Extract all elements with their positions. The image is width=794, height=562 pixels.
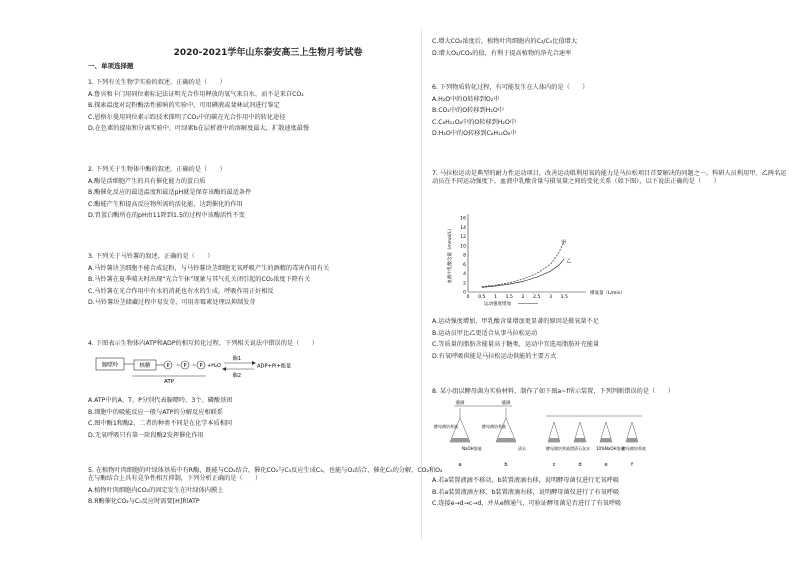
option-b: B.若a装置液滴左移，b装置液滴右移，说明酵母菌仅进行了有氧呼吸 <box>432 488 620 496</box>
y-tick-label: 16 <box>460 216 466 222</box>
x-tick-label: 3.5 <box>560 295 568 300</box>
x-axis-label: 摄氧量（L/min） <box>590 291 626 296</box>
option-b: B.探索温度对淀粉酶活性影响的实验中，可用碘液或斐林试剂进行鉴定 <box>88 102 280 110</box>
question-4-options <box>88 397 448 443</box>
y-tick-label: 12 <box>460 235 466 240</box>
letter-f: f <box>631 462 633 468</box>
option-c: C.C₆H₁₂O₆中的O转移到H₂O中 <box>432 118 517 126</box>
flask-label: NaOH溶液 <box>462 446 482 451</box>
option-b: B.CO₂中的O转移到H₂O中 <box>432 107 504 115</box>
flask-label: 澄清石灰水 <box>570 446 590 451</box>
letter-e: e <box>604 462 608 468</box>
question-6 <box>432 84 792 142</box>
enzyme1-label: 酶1 <box>232 356 242 362</box>
x-tick-label: 2 <box>521 295 525 300</box>
question-3 <box>88 253 448 311</box>
water-label: +H₂O <box>207 363 221 369</box>
x-tick-label: 2.5 <box>533 295 541 300</box>
flask-label: 酵母菌培养液 <box>434 424 458 429</box>
series-line-2 <box>482 259 565 288</box>
lactate-oxygen-chart <box>442 212 626 312</box>
flask-label: 清水 <box>518 446 526 451</box>
question-stem: 7. 马拉松运动是典型的耐力性运动项目，改善运动肌利用氧的能力是马拉松项目首要解决的问题之一。科研人员利用甲、乙两名运动员在不同运动强度下，血液中乳酸含量与摄氧量之间的变化关系（如下图），以下说法正确的是（ ） <box>432 170 787 186</box>
x-tick-label: 0.5 <box>478 295 486 300</box>
product-label: ADP+Pi+能量 <box>257 363 292 370</box>
y-tick-label: 0 <box>463 290 466 296</box>
flask-label: 酵母菌培养液 <box>482 424 506 429</box>
enzyme2-label: 酶2 <box>232 373 242 379</box>
option-b: B.运动员甲比乙更适合从事马拉松运动 <box>432 329 538 337</box>
x-tick-label: 0 <box>466 295 470 300</box>
option-d: D.马铃薯块茎储藏过程中易发芽，可用赤霉素处理以抑制发芽 <box>88 299 256 307</box>
option-a: A.运动强度增加，甲乳酸含量增加更显著的原因是摄氧量不足 <box>432 318 599 325</box>
phosphate-label: P <box>166 363 170 369</box>
option-d: D.无氧呼吸只有第一阶段酶2发挥催化作用 <box>88 431 204 439</box>
x-tick-label: 1.5 <box>505 295 513 300</box>
option-a: A.H₂O中的O转移到O₂中 <box>432 95 500 103</box>
option-d: D.有氧呼吸供能是马拉松运动供能的主要方式 <box>432 352 557 360</box>
option-c: C.图中酶1和酶2，二者的种类不同是在化学本质相同 <box>88 420 233 428</box>
option-a: A.酶是活细胞产生的具有催化能力的蛋白质 <box>88 177 206 185</box>
option-c: C.增大CO₂浓度后，植物叶肉细胞内的C₃/C₅比值增大 <box>432 38 578 45</box>
option-b: B.马铃薯在夏季晴天时出现“光合午休”现象与其气孔关闭引起的CO₂浓度下降有关 <box>88 276 311 284</box>
question-4 <box>88 340 448 352</box>
flask-label: 酵母菌培养液 <box>546 446 570 451</box>
flask-liquids <box>450 438 638 442</box>
option-b: B.细胞中的吸能反应一般与ATP的分解反应相联系 <box>88 408 224 416</box>
question-stem: 3. 下列关于马铃薯的叙述，正确的是（ ） <box>88 253 214 260</box>
flask-label: 10%NaOH溶液 <box>596 446 625 451</box>
y-tick-label: 14 <box>460 225 466 231</box>
question-stem: 6. 下列物质转化过程，有可能发生在人体内的是（ ） <box>432 84 589 91</box>
droplet-label-a: 液滴 <box>455 401 465 406</box>
question-stem: 8. 某小组以酵母菌为实验材料，制作了如下图a~f所示装置，下列判断错误的是（ ） <box>432 388 674 395</box>
question-2 <box>88 166 448 224</box>
option-b: B.酶催化反应的最适温度和最适pH就是保存该酶的最适条件 <box>88 189 252 197</box>
option-a: A.植物叶肉细胞内CO₂的固定发生在叶绿体内膜上 <box>88 486 224 494</box>
letter-a: a <box>458 462 462 468</box>
y-tick-label: 4 <box>463 272 466 277</box>
series-label-2: 乙 <box>566 258 572 265</box>
question-5 <box>88 467 448 510</box>
option-c: C.酶能产生和提高反应物所需的活化能，达到催化的作用 <box>88 200 243 208</box>
y-axis-label: 血液中乳酸含量（mmol/L） <box>448 226 453 284</box>
option-c: C.等质量的脂肪含能量高于糖类，运动中宜选用脂肪补充能量 <box>432 341 600 349</box>
question-8 <box>432 388 792 400</box>
yeast-apparatus-figure <box>432 400 672 472</box>
y-tick-label: 8 <box>463 253 466 259</box>
option-d: D.胃蛋白酶所在的pH由11降到1.5的过程中该酶活性不变 <box>88 212 245 220</box>
x-tick-label: 1 <box>494 295 497 300</box>
option-b: B.R酶催化CO₂与C₅反应时需要[H]和ATP <box>88 498 200 506</box>
option-c: C.马铃薯在光合作用中有水的消耗也有水的生成，呼吸作用正好相反 <box>88 287 274 295</box>
y-tick-label: 10 <box>460 244 466 250</box>
adenine-label: 腺嘌呤 <box>101 362 119 369</box>
x-axis-note: 运动强度增加 <box>484 302 511 307</box>
phosphate-label: P <box>183 363 187 369</box>
bond-1: ~ <box>176 363 181 369</box>
option-a: A.ATP中的A、T、P分别代表腺嘌呤、3个、磷酸基团 <box>88 397 233 404</box>
letter-b: b <box>504 462 508 468</box>
page-title: 2020-2021学年山东泰安高三上生物月考试卷 <box>173 48 363 58</box>
option-c: C.恩格尔曼用同位素示踪技术探明了CO₂中的碳在光合作用中的转化途径 <box>88 113 286 121</box>
option-a: A.若a装置液滴不移动，b装置液滴右移，说明酵母菌仅进行无氧呼吸 <box>432 477 620 484</box>
phosphate-label: P <box>199 363 203 369</box>
x-tick-label: 3 <box>549 295 552 300</box>
option-c: C.连接e→d→c→d，并从e侧通气，可验证酵母菌是否进行了有氧呼吸 <box>432 500 622 508</box>
option-d: D.在色素的提取和分离实验中，叶绿素b在层析液中的溶解度最大，扩散速度最慢 <box>88 125 310 133</box>
question-7-options <box>432 318 792 364</box>
option-d: D.增大O₂/CO₂的值，有利于提高植物的净光合速率 <box>432 49 572 57</box>
droplet-label-b: 液滴 <box>501 401 511 406</box>
atp-label: ATP <box>163 379 175 385</box>
question-stem: 5. 在植物叶肉细胞的叶绿体基质中有R酶，既能与CO₂结合，催化CO₂与C₅反应生成C₃，也能与O₂结合，催化C₅的分解，CO₂和O₂在与酶结合上具有竞争性相互抑制，下列分析正确的是（ ） <box>88 467 443 483</box>
option-d: D.H₂O中的O转移到C₆H₁₂O₆中 <box>432 130 517 138</box>
section-heading: 一、单项选择题 <box>88 62 134 70</box>
y-tick-label: 6 <box>463 262 466 268</box>
ribose-label: 核糖 <box>139 363 151 369</box>
atp-adp-diagram <box>94 354 294 388</box>
letter-c: c <box>552 462 556 468</box>
flask-label: 酵母菌培养液 <box>622 446 646 451</box>
question-7 <box>432 170 792 190</box>
question-1 <box>88 79 448 137</box>
series-line-1 <box>482 241 565 286</box>
bond-2: ~ <box>192 363 197 369</box>
question-8-options <box>432 477 792 512</box>
option-a: A.马铃薯块茎细胞不能合成淀粉，与马铃薯块茎细胞无氧呼吸产生的酒精的毒害作用有关 <box>88 264 330 272</box>
series-label-1: 甲 <box>561 240 567 247</box>
y-tick-label: 2 <box>463 281 466 287</box>
option-a: A.鲁宾和卡门用同位素标记法证明光合作用释放的氧气来自水，而不是来自CO₂ <box>88 90 304 98</box>
question-stem: 2. 下列关于生物体中酶的叙述，正确的是（ ） <box>88 166 226 173</box>
question-stem: 4. 下图表示生物体内ATP和ADP的相互转化过程，下列相关说法中错误的是（ ） <box>88 340 318 347</box>
letter-d: d <box>578 462 582 468</box>
question-stem: 1. 下列有关生物学实验的叙述，正确的是（ ） <box>88 79 226 86</box>
question-5-continued <box>432 38 792 61</box>
